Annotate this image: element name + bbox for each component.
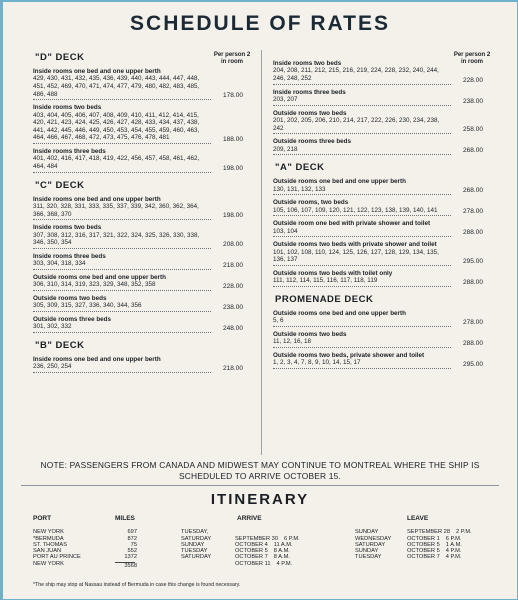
itinerary-leave-leave-date: OCTOBER 1 [407,535,440,542]
itinerary-arrive-arrive-date: OCTOBER 11 [235,560,271,567]
leave-header: LEAVE [407,515,429,522]
rate-row [33,203,251,220]
rate-entry [273,178,491,195]
itinerary-leave-leave-date: OCTOBER 5 [407,548,440,555]
room-type-label: Outside rooms one bed and one upper berth [273,309,406,317]
rate-price: 278.00 [463,208,483,216]
room-numbers: 236, 250, 254 [33,363,211,373]
itinerary-miles-miles: 872 [127,535,137,542]
rate-row [33,112,251,144]
rate-entry [33,104,251,144]
room-numbers: 311, 320, 328, 331, 333, 335, 337, 339, 342, 360, 362, 364, 366, 368, 370 [33,203,211,220]
deck-title: "B" DECK [35,339,85,351]
itinerary-arrive-arrive-time: 11 A.M. [273,541,293,548]
itinerary-arrive-arrive-date: OCTOBER 7 [235,554,268,561]
divider-rule [21,485,499,486]
rate-sheet-page [3,2,517,599]
itinerary-arrive-day-arrive-day: TUESDAY [181,548,208,555]
rate-price: 295.00 [463,258,483,266]
rate-price: 248.00 [223,325,243,333]
rate-row [33,155,251,172]
itinerary-arrive [235,561,315,567]
itinerary-arrive-day-arrive-day: SUNDAY [181,541,205,548]
itinerary-miles-miles: 75 [130,541,137,548]
port-header: PORT [33,515,52,522]
rate-entry [33,196,251,221]
room-type-label: Inside rooms one bed and one upper berth [33,68,161,75]
rate-entry [273,110,491,135]
room-type-label: Outside rooms two beds [33,294,107,302]
itinerary-arrive-arrive-date: OCTOBER 5 [235,548,268,555]
room-numbers: 203, 207 [273,96,451,106]
itinerary-miles-miles: 1372 [124,554,137,561]
rate-row [273,146,491,156]
itinerary-miles [115,554,137,560]
miles-total: 3568 [124,562,137,569]
rate-entry [33,356,251,373]
rate-price: 288.00 [463,279,483,287]
rate-price: 188.00 [223,136,243,144]
room-type-label: Outside rooms, two beds [273,199,349,207]
rate-price: 218.00 [223,365,243,373]
right-rates-column [273,52,491,376]
itinerary-miles-column [115,516,145,569]
room-numbers: 101, 102, 108, 110, 124, 125, 126, 127, 128, 129, 134, 135, 136, 137 [273,249,451,266]
room-numbers: 201, 202, 205, 206, 210, 214, 217, 222, 226, 230, 234, 238, 242 [273,117,451,134]
room-numbers: 305, 309, 315, 327, 336, 340, 344, 356 [33,302,211,312]
rate-price: 268.00 [463,187,483,195]
rate-price: 238.00 [463,97,483,105]
rate-row [33,323,251,333]
rate-price: 198.00 [223,212,243,220]
room-type-label: Outside room one bed with private shower and toilet [273,220,431,228]
room-type-label: Inside rooms three beds [33,147,106,155]
page-title: SCHEDULE OF RATES [130,12,390,35]
room-type-label: Inside rooms one bed and one upper berth [33,355,161,363]
rate-row [273,317,491,327]
arrive-list [235,529,315,567]
itinerary-leave-leave-date: OCTOBER 7 [407,554,440,561]
itinerary-leave-leave-time: 1 A.M. [445,541,462,548]
itinerary-miles-miles: 552 [127,548,137,555]
rate-row [273,96,491,106]
per-person-header-right: Per person 2 in room [453,52,491,65]
room-numbers: 130, 131, 132, 133 [273,186,451,196]
itinerary-arrive-column [235,516,315,567]
rate-entry [33,274,251,291]
arrive-header: ARRIVE [237,515,262,522]
rate-entry [33,253,251,270]
rate-row [273,117,491,134]
arrive-day-list [181,529,239,560]
leave-day-list [355,529,403,560]
itinerary-port [33,561,103,567]
rate-price: 288.00 [463,340,483,348]
itinerary-title: ITINERARY [210,491,310,508]
rate-row [273,338,491,348]
itinerary-port-port: ST. THOMAS [33,541,68,548]
itinerary-arrive-day [181,554,239,560]
room-type-label: Outside rooms one bed and one upper berth [273,178,406,186]
rate-entry [33,316,251,333]
rate-price: 218.00 [223,262,243,270]
rate-row [33,281,251,291]
deck-section [33,180,251,333]
rate-row [273,277,491,287]
rate-entry [33,148,251,173]
rate-entry [273,331,491,348]
deck-title: "C" DECK [35,179,85,191]
room-numbers: 303, 304, 318, 334 [33,260,211,270]
rate-entry [273,199,491,216]
room-type-label: Inside rooms one bed and one upper berth [33,195,161,203]
itinerary-leave [407,561,497,567]
deck-section [33,340,251,373]
miles-list [115,529,137,560]
itinerary-leave-leave-time: 4 P.M. [445,548,462,555]
room-type-label: Outside rooms three beds [33,315,112,323]
itinerary-port-port: NEW YORK [33,560,64,567]
room-numbers: 11, 12, 16, 18 [273,338,451,348]
itinerary-arrive-arrive-date: SEPTEMBER 30 [235,535,278,542]
itinerary-leave-leave-time: 2 P.M. [456,529,472,536]
itinerary-leave-day-leave-day: TUESDAY [355,554,382,561]
itinerary-leave-leave-date: SEPTEMBER 28 [407,529,450,536]
itinerary-leave-day [355,554,403,560]
itinerary-port-port: SAN JUAN [33,548,62,555]
itinerary-leave-leave-date: OCTOBER 5 [407,541,440,548]
footnote: *The ship may stop at Nassau instead of Bermuda in case this change is found necessary. [33,582,241,588]
deck-section [273,60,491,155]
room-type-label: Inside rooms two beds [273,60,342,67]
itinerary-arrive-day-arrive-day: SATURDAY [181,554,212,561]
deck-section [273,162,491,287]
rate-row [273,67,491,84]
itinerary-leave-column [407,516,497,567]
room-type-label: Outside rooms two beds [273,109,347,117]
room-type-label: Inside rooms three beds [33,252,106,260]
rate-entry [273,310,491,327]
rate-row [33,232,251,249]
room-type-label: Inside rooms two beds [33,224,102,232]
itinerary-miles-miles: 697 [127,529,137,536]
itinerary-arrive-arrive-date: OCTOBER 4 [235,541,268,548]
rate-entry [273,89,491,106]
room-type-label: Inside rooms two beds [33,104,102,112]
room-numbers: 209, 218 [273,146,451,156]
itinerary-arrive-day-column [181,516,239,561]
room-numbers: 301, 302, 332 [33,323,211,333]
itinerary-leave-day-leave-day: SUNDAY [355,548,379,555]
itinerary-arrive-arrive-time: 6 P.M. [284,535,300,542]
deck-title: "D" DECK [35,52,85,63]
deck-title: PROMENADE DECK [275,293,374,305]
itinerary-arrive-arrive-time: 4 P.M. [276,560,293,567]
rate-entry [273,270,491,287]
rate-entry [33,68,251,100]
itinerary-leave-leave-time: 6 P.M. [445,535,462,542]
rate-price: 228.00 [223,283,243,291]
rate-price: 295.00 [463,361,483,369]
rate-price: 258.00 [463,126,483,134]
rate-row [273,359,491,369]
rate-row [33,302,251,312]
itinerary-arrive-day-arrive-day: SATURDAY [181,535,212,542]
room-type-label: Outside rooms two beds with toilet only [273,269,393,277]
room-numbers: 204, 208, 211, 212, 215, 216, 219, 224, 228, 232, 240, 244, 246, 248, 252 [273,67,451,84]
itinerary-port-column [33,516,103,567]
room-type-label: Inside rooms three beds [273,88,346,96]
rate-row [33,260,251,270]
room-type-label: Outside rooms two beds with private shower and toilet [273,241,437,249]
room-numbers: 5, 6 [273,317,451,327]
miles-header: MILES [115,515,135,522]
itinerary-port-port: NEW YORK [33,529,64,536]
rate-price: 198.00 [223,164,243,172]
room-numbers: 306, 310, 314, 319, 323, 329, 348, 352, 358 [33,281,211,291]
left-deck-list [33,52,251,373]
itinerary-arrive-arrive-time: 8 A.M. [273,548,290,555]
itinerary-port-port: PORT AU PRINCE [33,554,81,561]
itinerary-leave-leave-time: 4 P.M. [445,554,462,561]
rate-row [273,186,491,196]
room-numbers: 105, 106, 107, 109, 120, 121, 122, 123, 138, 139, 140, 141 [273,207,451,217]
per-person-header-left: Per person 2 in room [213,52,251,65]
deck-title: "A" DECK [275,162,325,174]
itinerary-leave-day-column [355,516,403,561]
itinerary-leave-day-leave-day: WEDNESDAY [355,535,392,542]
room-numbers: 429, 430, 431, 432, 435, 436, 439, 440, 443, 444, 447, 448, 451, 452, 469, 470, 471, 474, 477, 479, 480, 482, 483, 485, 486, 488 [33,75,211,100]
rate-row [273,249,491,266]
deck-section [273,294,491,369]
room-type-label: Outside rooms two beds [273,330,347,338]
room-numbers: 1, 2, 3, 4, 7, 8, 9, 10, 14, 15, 17 [273,359,451,369]
rate-price: 278.00 [463,319,483,327]
port-list [33,529,103,567]
rate-entry [33,295,251,312]
left-rates-column [33,52,251,380]
room-type-label: Outside rooms three beds [273,138,352,146]
room-numbers: 403, 404, 405, 406, 407, 408, 409, 410, 411, 412, 414, 415, 420, 421, 423, 424, 425, 426, 427, 428, 433, 434, 437, 438, 441, 442, 445, 446, 449, 450, 453, 454, 455, 459, 460, 463, 464, 466, 467, 468, 472, 473, 475, 476, 478, 481 [33,112,211,144]
itinerary-arrive-arrive-time: 8 A.M. [273,554,290,561]
room-numbers: 307, 308, 312, 316, 317, 321, 322, 324, 325, 326, 330, 338, 346, 350, 354 [33,232,211,249]
rate-entry [273,220,491,237]
leave-list [407,529,497,567]
rate-price: 228.00 [463,76,483,84]
itinerary-port-port: *BERMUDA [33,535,64,542]
rate-entry [273,138,491,155]
rate-row [273,228,491,238]
itinerary-leave-day-leave-day: SUNDAY [355,529,379,536]
rate-entry [33,224,251,249]
deck-section [33,52,251,173]
right-deck-list [273,60,491,369]
rate-row [33,75,251,100]
itinerary-leave-day-leave-day: SATURDAY [355,541,386,548]
passenger-note: NOTE: PASSENGERS FROM CANADA AND MIDWEST MAY CONTINUE TO MONTREAL WHERE THE SHIP IS SCHEDULED TO ARRIVE OCTOBER 15. [40,460,480,481]
rate-price: 178.00 [223,92,243,100]
column-divider [261,50,262,455]
room-type-label: Outside rooms two beds, private shower and toilet [273,351,425,359]
rate-row [33,363,251,373]
room-numbers: 111, 112, 114, 115, 116, 117, 118, 119 [273,277,451,287]
rate-price: 288.00 [463,229,483,237]
rate-price: 238.00 [223,304,243,312]
rate-entry [273,241,491,266]
room-type-label: Outside rooms one bed and one upper berth [33,273,166,281]
rate-entry [273,352,491,369]
room-numbers: 401, 402, 416, 417, 418, 419, 422, 456, 457, 458, 461, 462, 464, 484 [33,155,211,172]
rate-price: 208.00 [223,241,243,249]
itinerary-arrive-day-arrive-day: TUESDAY, [181,529,209,536]
room-numbers: 103, 104 [273,228,451,238]
rate-row [273,207,491,217]
rate-price: 268.00 [463,147,483,155]
